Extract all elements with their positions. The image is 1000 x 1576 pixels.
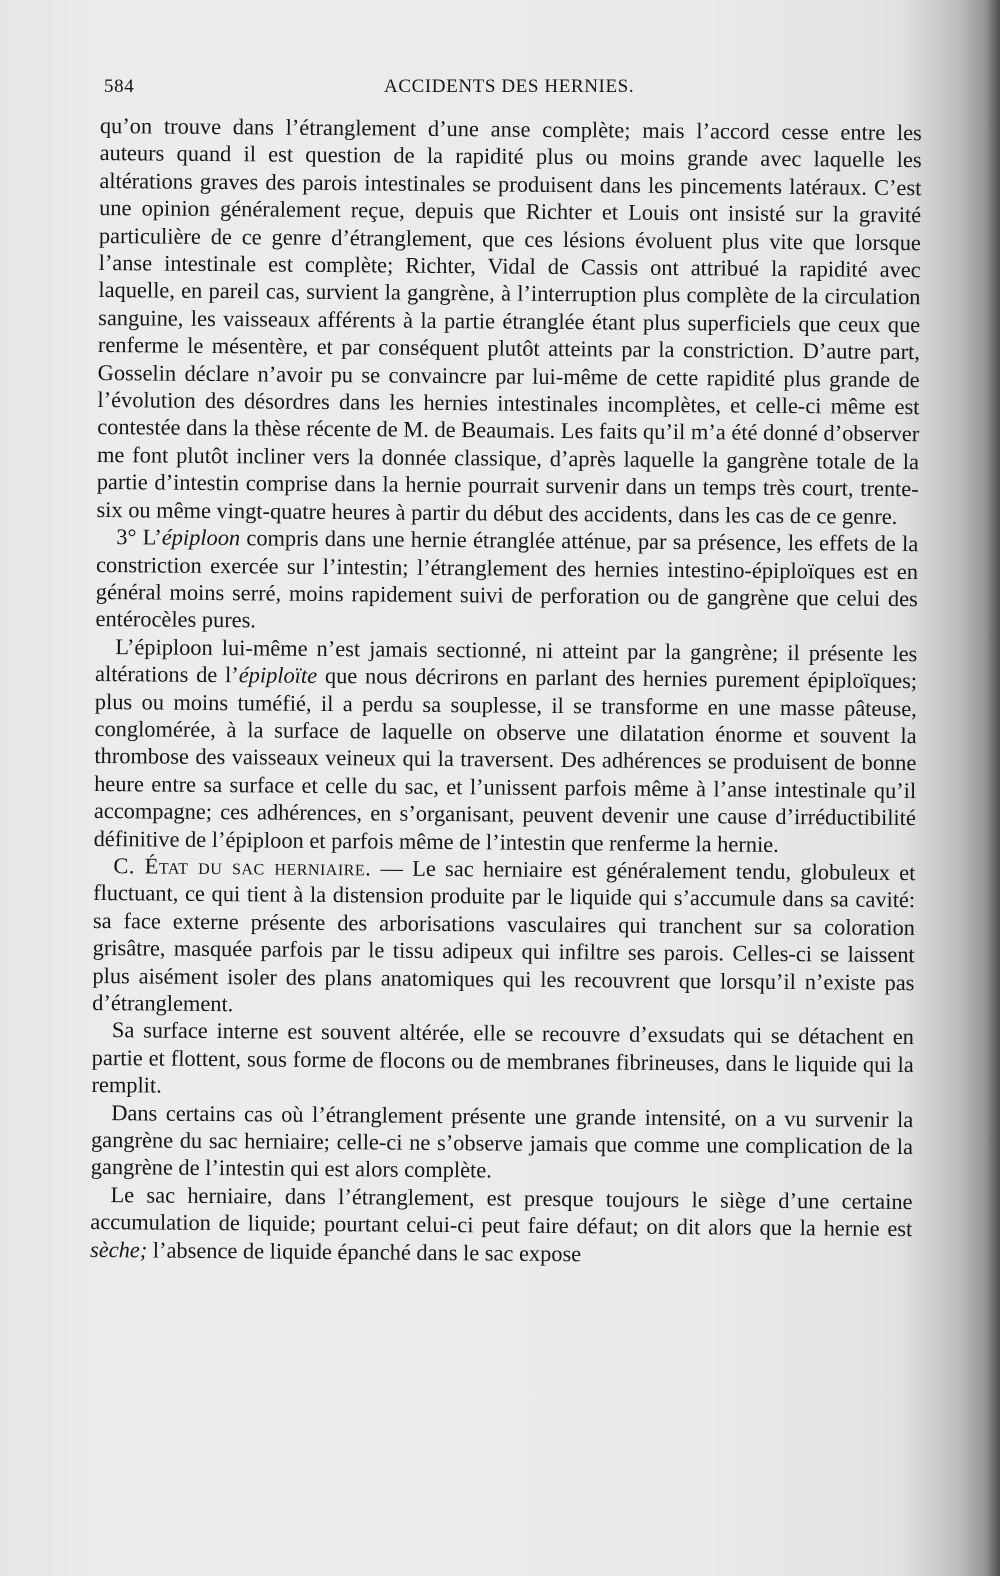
paragraph-2-emphasis: épiploon	[161, 524, 241, 551]
section-heading: C. État du sac herniaire.	[113, 853, 372, 881]
paragraph-3-before: L’épiploon lui-même n’est jamais sectionné, ni atteint par la gangrène; il présente les altérations de l’	[94, 633, 918, 688]
running-head	[104, 76, 924, 104]
page-edge-shadow	[986, 0, 1000, 1576]
paragraph-6: Dans certains cas où l’étranglement présente une grande intensité, on a vu survenir la gangrène du sac herniaire; celle-ci ne s’observe jamais que comme une complication de la gangrène de l’intestin qui est alors complète.	[90, 1099, 914, 1183]
paragraph-3-emphasis: épiploïte	[238, 662, 318, 689]
paragraph-3-after: que nous décrirons en parlant des hernies purement épiploïques; plus ou moins tuméfié, il a perdu sa souplesse, il se transforme en une masse pâteuse, conglomérée, à la surface de laquelle on observe une dilatation énorme et souvent la thrombose des vaisseaux veineux qui la traversent. Des adhérences se produisent de bonne heure entre sa surface et celle du sac, et l’unissent parfois même à l’anse intestinale qu’il accompagne; ces adhérences, en s’organisant, peuvent devenir une cause d’irréductibilité définitive de l’épiploon et parfois même de l’intestin que renferme la hernie.	[93, 663, 918, 857]
page-number: 584	[104, 76, 135, 97]
body-text	[90, 112, 922, 1270]
paragraph-2-text: compris dans une hernie étranglée atténue, par sa présence, les effets de la constriction exercée sur l’intestin; l’étranglement des hernies intestino-épiploïques est en général moins serré, moins rapidement suivi de perforation ou de gangrène que celui des entérocèles pures.	[95, 525, 919, 633]
paragraph-2	[95, 523, 918, 640]
paragraph-7-emphasis: sèche;	[89, 1236, 148, 1263]
paragraph-7-after: l’absence de liquide épanché dans le sac expose	[147, 1237, 582, 1266]
paragraph-1: qu’on trouve dans l’étranglement d’une anse complète; mais l’accord cesse entre les auteurs quand il est question de la rapidité plus ou moins grande avec laquelle les altérations graves des parois intestinales se produisent dans les pincements latéraux. C’est une opinion généralement reçue, depuis que Richter et Louis ont insisté sur la gravité particulière de ce genre d’étranglement, que ces lésions évoluent plus vite que lorsque l’anse intestinale est complète; Richter, Vidal de Cassis ont attribué la rapidité avec laquelle, en pareil cas, survient la gangrène, à l’interruption plus complète de la circulation sanguine, les vaisseaux afférents à la partie étranglée étant plus superficiels que ceux que renferme le mésentère, et par conséquent plutôt atteints par la constriction. D’autre part, Gosselin déclare n’avoir pu se convaincre par lui-même de cette rapidité plus grande de l’évolution des désordres dans les hernies intestinales incomplètes, et celle-ci même est contestée dans la thèse récente de M. de Beaumais. Les faits qu’il m’a été donné d’observer me font plutôt incliner vers la donnée classique, d’après laquelle la gangrène totale de la partie d’intestin comprise dans la hernie pourrait survenir dans un temps très court, trente-six ou même vingt-quatre heures à partir du début des accidents, dans les cas de ce genre.	[96, 112, 922, 529]
running-title: ACCIDENTS DES HERNIES.	[384, 76, 635, 97]
paragraph-4	[92, 852, 915, 1024]
paragraph-4-text: — Le sac herniaire est généralement tendu, globuleux et fluctuant, ce qui tient à la distension produite par le liquide qui s’accumule dans sa cavité: sa face externe présente des arborisations vasculaires qui tranchent sur sa coloration grisâtre, masquée parfois par le tissu adipeux qui infiltre ses parois. Celles-ci se laissent plus aisément isoler des plans anatomiques qui les recouvrent que lorsqu’il n’existe pas d’étranglement.	[92, 855, 916, 1017]
paragraph-5: Sa surface interne est souvent altérée, elle se recouvre d’exsudats qui se détachent en partie et flottent, sous forme de flocons ou de membranes fibrineuses, dans le liquide qui la remplit.	[91, 1017, 915, 1098]
paragraph-3	[94, 633, 918, 859]
paragraph-2-prefix: 3° L’	[116, 524, 162, 550]
paragraph-7-before: Le sac herniaire, dans l’étranglement, est presque toujours le siège d’une certaine accumulation de liquide; pourtant celui-ci peut faire défaut; on dit alors que la hernie est	[90, 1181, 913, 1242]
paragraph-7	[90, 1181, 913, 1270]
